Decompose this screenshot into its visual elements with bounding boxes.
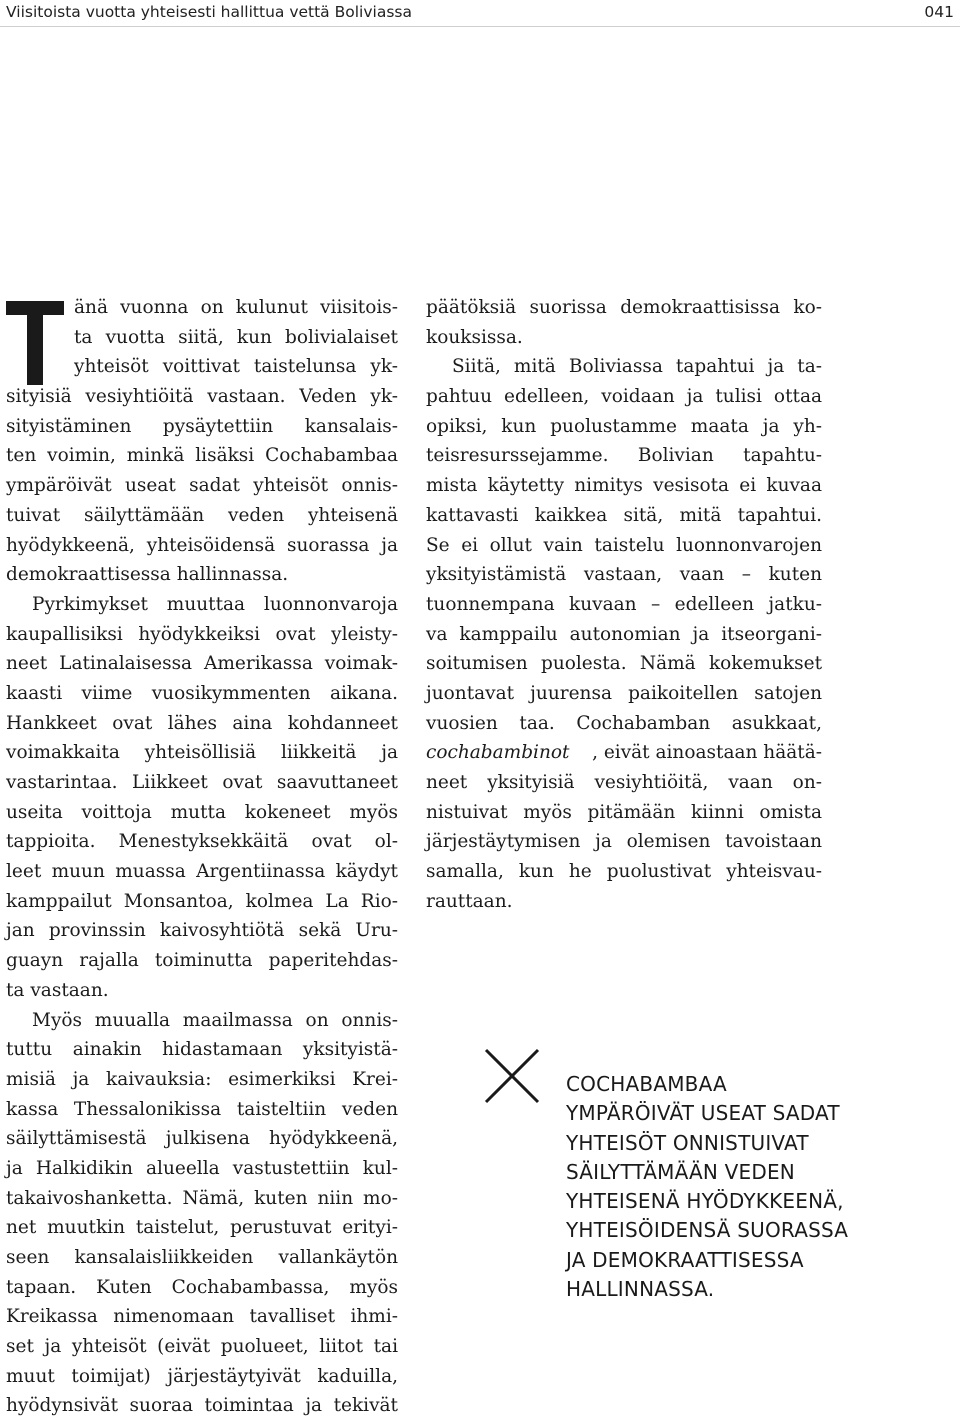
text-line: yksityistämistä vastaan, vaan – kuten — [426, 564, 822, 586]
page-header — [0, 0, 960, 27]
text-line: ympäröivät useat sadat yhteisöt onnis- — [6, 475, 398, 497]
text-line: soitumisen puolesta. Nämä kokemukset — [426, 653, 822, 675]
pull-quote-line: HALLINNASSA. — [566, 1277, 715, 1302]
text-line: takaivoshanketta. Nämä, kuten niin mo- — [6, 1187, 398, 1209]
left-column — [6, 293, 398, 1421]
text-line: tapaan. Kuten Cochabambassa, myös — [6, 1276, 398, 1298]
pull-quote-line: YMPÄRÖIVÄT USEAT SADAT — [566, 1101, 840, 1126]
pull-quote — [566, 1070, 848, 1304]
text-line: mista käytetty nimitys vesisota ei kuvaa — [426, 475, 822, 497]
text-line: hyödykkeenä, yhteisöidensä suorassa ja — [6, 534, 398, 556]
text-line: Se ei ollut vain taistelu luonnonvarojen — [426, 534, 822, 556]
text-line: ja Halkidikin alueella vastustettiin kul- — [6, 1157, 398, 1179]
text-line: kouksissa. — [426, 326, 523, 348]
text-line: tuonnempana kuvaan – edelleen jatku- — [426, 593, 822, 615]
text-line: neet Latinalaisessa Amerikassa voimak- — [6, 653, 398, 675]
text-line: hyödynsivät suoraa toimintaa ja tekivät — [6, 1395, 398, 1417]
text-line: Pyrkimykset muuttaa luonnonvaroja — [32, 593, 398, 615]
text-line: tuivat säilyttämään veden yhteisenä — [6, 504, 398, 526]
text-line: tappioita. Menestyksekkäitä ovat ol- — [6, 831, 398, 853]
text-line: voimakkaita yhteisöllisiä liikkeitä ja — [6, 742, 398, 764]
text-line: kaasti viime vuosikymmenten aikana. — [6, 682, 398, 704]
text-line: Siitä, mitä Boliviassa tapahtui ja ta- — [452, 356, 822, 378]
text-line: vuosien taa. Cochabamban asukkaat, — [426, 712, 822, 734]
text-line: säilyttämisestä julkisena hyödykkeenä, — [6, 1128, 398, 1150]
text-line: useita voittoja mutta kokeneet myös — [6, 801, 398, 823]
text-line: sityisiä vesiyhtiöitä vastaan. Veden yk- — [6, 386, 398, 408]
page-number: 041 — [924, 3, 954, 21]
text-line: järjestäytymisen ja olemisen tavoistaan — [426, 831, 822, 853]
text-line — [426, 738, 822, 768]
text-line: kassa Thessalonikissa taisteltiin veden — [6, 1098, 398, 1120]
text-line: teisresurssejamme. Bolivian tapahtu- — [426, 445, 822, 467]
pull-quote-line: YHTEISENÄ HYÖDYKKEENÄ, — [566, 1189, 844, 1214]
text-line: ta vuotta siitä, kun bolivialaiset — [74, 326, 398, 348]
text-line: guayn rajalla toiminutta paperitehdas- — [6, 950, 398, 972]
text-line: set ja yhteisöt (eivät puolueet, liitot tai — [6, 1336, 398, 1358]
pull-quote-line: SÄILYTTÄMÄÄN VEDEN — [566, 1159, 795, 1184]
text-line: demokraattisessa hallinnassa. — [6, 564, 289, 586]
text-line: va kamppailu autonomian ja itseorgani- — [426, 623, 822, 645]
italic-term: cochabambinot — [426, 742, 570, 764]
text-line: Kreikassa nimenomaan tavalliset ihmi- — [6, 1306, 398, 1328]
text-line: kaupallisiksi hyödykkeiksi ovat yleisty- — [6, 623, 398, 645]
text-line: kattavasti kaikkea sitä, mitä tapahtui. — [426, 504, 822, 526]
pull-quote-line: YHTEISÖIDENSÄ SUORASSA — [566, 1218, 849, 1243]
text-line: leet muun muassa Argentiinassa käydyt — [6, 861, 398, 883]
text-line: muut toimijat) järjestäytyivät kaduilla, — [6, 1365, 398, 1387]
text-line: jan provinssin kaivosyhtiötä sekä Uru- — [6, 920, 398, 942]
cross-icon — [484, 1048, 540, 1104]
right-column — [426, 293, 822, 916]
pull-quote-line: COCHABAMBAA — [566, 1072, 727, 1096]
text-line: änä vuonna on kulunut viisitois- — [74, 297, 398, 318]
text-line: opiksi, kun puolustamme maata ja yh- — [426, 415, 822, 437]
text-line: misiä ja kaivauksia: esimerkiksi Krei- — [6, 1068, 398, 1090]
text-line: juontavat juurensa paikoitellen satojen — [426, 682, 822, 704]
text-line: net muutkin taistelut, perustuvat erityi- — [6, 1217, 398, 1239]
text-fragment: , eivät ainoastaan häätä- — [592, 742, 822, 764]
text-line: pahtuu edelleen, voidaan ja tulisi ottaa — [426, 386, 822, 408]
text-line: Hankkeet ovat lähes aina kohdanneet — [6, 712, 398, 734]
text-line: sityistäminen pysäytettiin kansalais- — [6, 415, 398, 437]
pull-quote-line: YHTEISÖT ONNISTUIVAT — [566, 1130, 809, 1155]
text-line: rauttaan. — [426, 890, 513, 912]
text-line: ten voimin, minkä lisäksi Cochabambaa — [6, 445, 398, 467]
text-line: samalla, kun he puolustivat yhteisvau- — [426, 861, 822, 883]
text-line: päätöksiä suorissa demokraattisissa ko- — [426, 297, 822, 318]
text-line: yhteisöt voittivat taistelunsa yk- — [74, 356, 398, 378]
text-line: tuttu ainakin hidastamaan yksityistä- — [6, 1039, 398, 1061]
text-line: nistuivat myös pitämään kiinni omista — [426, 801, 822, 823]
text-line: neet yksityisiä vesiyhtiöitä, vaan on- — [426, 772, 822, 793]
running-title: Viisitoista vuotta yhteisesti hallittua vettä Boliviassa — [6, 3, 412, 21]
text-line: ta vastaan. — [6, 979, 109, 1001]
text-line: vastarintaa. Liikkeet ovat saavuttaneet — [6, 772, 398, 793]
text-line: kamppailut Monsantoa, kolmea La Rio- — [6, 890, 398, 912]
text-line: Myös muualla maailmassa on onnis- — [32, 1009, 398, 1031]
text-line: seen kansalaisliikkeiden vallankäytön — [6, 1247, 398, 1268]
pull-quote-line: JA DEMOKRAATTISESSA — [566, 1247, 804, 1272]
